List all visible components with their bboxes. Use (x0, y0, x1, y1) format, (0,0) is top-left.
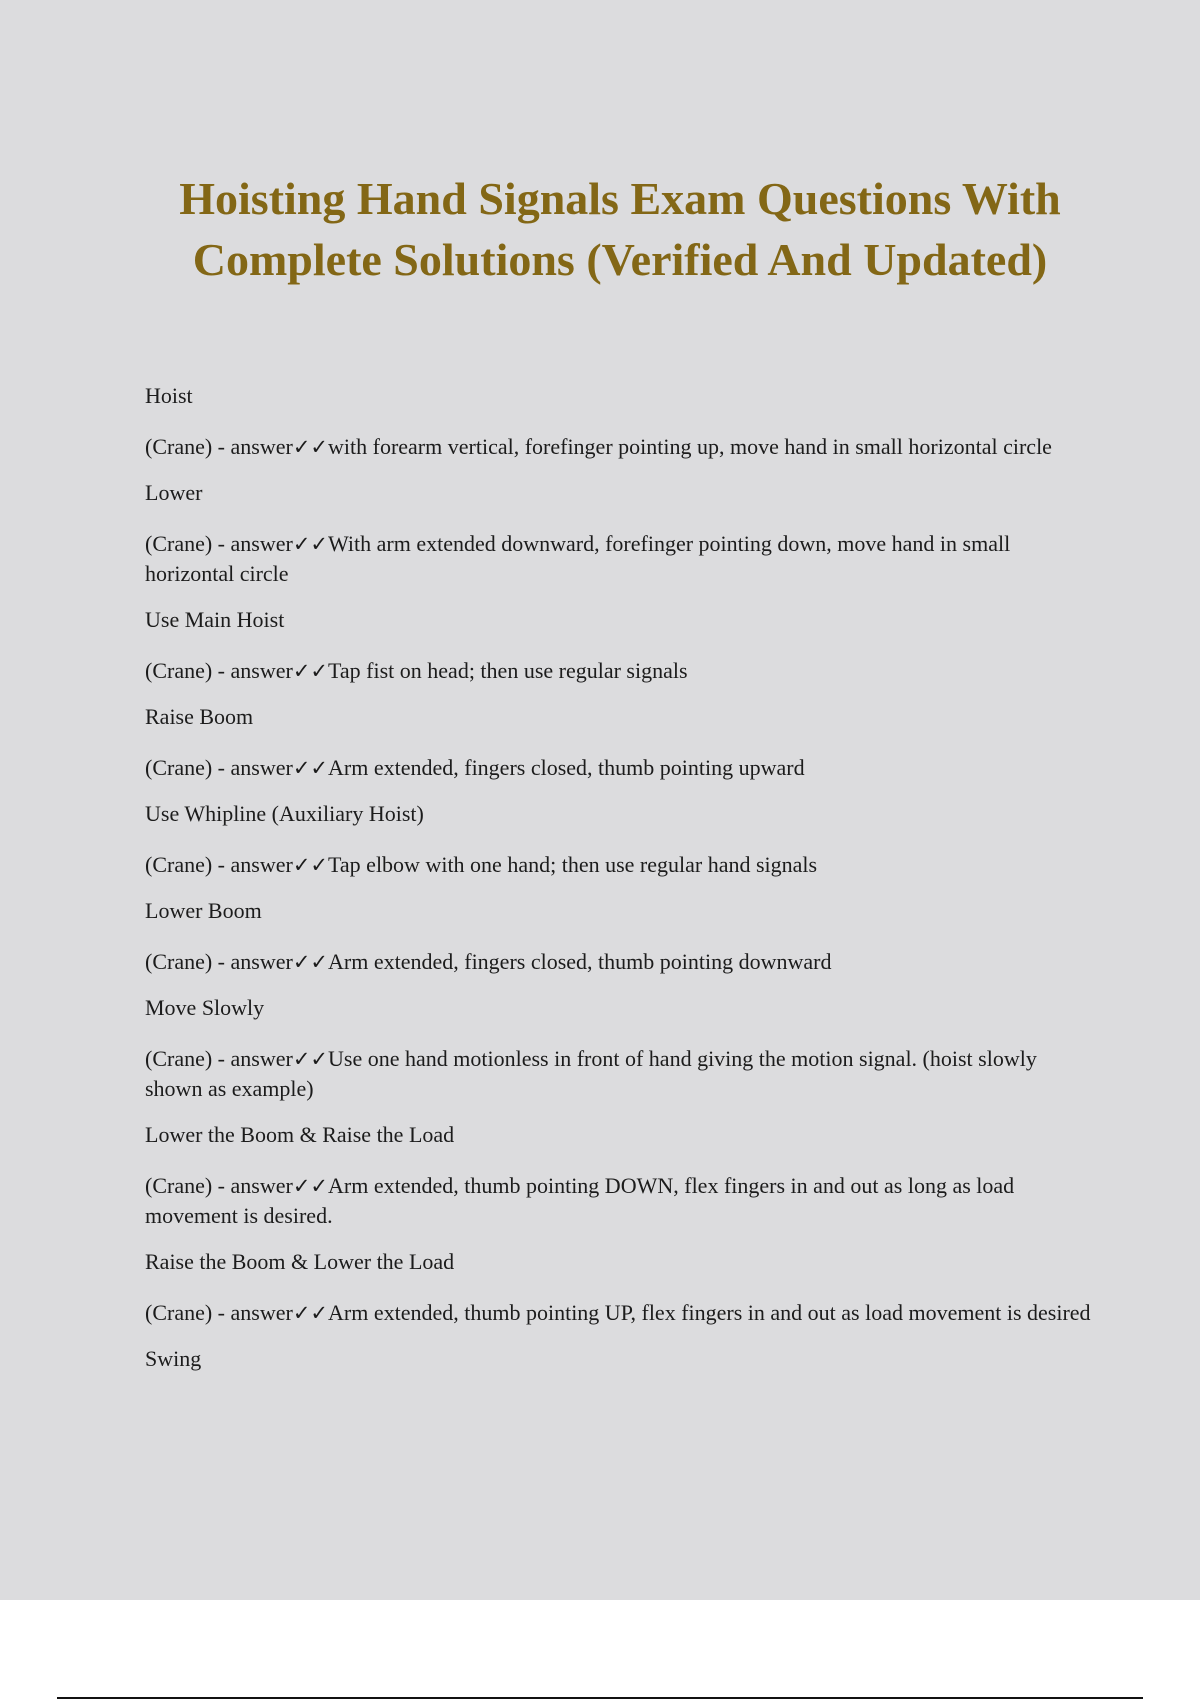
title-line-1: Hoisting Hand Signals Exam Questions With (179, 173, 1061, 224)
checkmark-icon: ✓✓ (292, 853, 329, 877)
checkmark-icon: ✓✓ (292, 435, 329, 459)
answer-prefix: (Crane) - answer (145, 531, 293, 556)
term: Swing (145, 1346, 202, 1371)
answer (145, 850, 1095, 880)
term: Lower Boom (145, 898, 262, 923)
checkmark-icon: ✓✓ (292, 1174, 329, 1198)
answer-text: Arm extended, fingers closed, thumb pointing upward (328, 755, 805, 780)
term: Use Whipline (Auxiliary Hoist) (145, 801, 424, 826)
answer (145, 1171, 1095, 1231)
answer-prefix: (Crane) - answer (145, 1046, 293, 1071)
answer-text: Tap fist on head; then use regular signals (328, 658, 688, 683)
answer (145, 753, 1095, 783)
answer-text: Arm extended, thumb pointing DOWN, flex fingers in and out as long as load movement is desired. (145, 1173, 1015, 1228)
term: Move Slowly (145, 995, 265, 1020)
answer-text: with forearm vertical, forefinger pointing up, move hand in small horizontal circle (328, 434, 1052, 459)
qa-list (145, 381, 1095, 1395)
answer-prefix: (Crane) - answer (145, 1300, 293, 1325)
document-title (0, 168, 1200, 290)
term: Lower the Boom & Raise the Load (145, 1122, 455, 1147)
answer (145, 656, 1095, 686)
term: Lower (145, 480, 203, 505)
answer (145, 432, 1095, 462)
term: Use Main Hoist (145, 607, 285, 632)
answer-prefix: (Crane) - answer (145, 755, 293, 780)
answer (145, 1298, 1095, 1328)
page-bottom-margin (0, 1600, 1200, 1700)
answer-text: Tap elbow with one hand; then use regular hand signals (328, 852, 818, 877)
term: Raise Boom (145, 704, 254, 729)
checkmark-icon: ✓✓ (292, 950, 329, 974)
checkmark-icon: ✓✓ (292, 756, 329, 780)
answer-text: Arm extended, thumb pointing UP, flex fingers in and out as load movement is desired (328, 1300, 1091, 1325)
term: Hoist (145, 383, 193, 408)
answer (145, 1044, 1095, 1104)
footer-divider (57, 1697, 1143, 1699)
checkmark-icon: ✓✓ (292, 659, 329, 683)
answer-prefix: (Crane) - answer (145, 1173, 293, 1198)
answer-text: With arm extended downward, forefinger pointing down, move hand in small horizontal circle (145, 531, 1011, 586)
answer-prefix: (Crane) - answer (145, 658, 293, 683)
answer-prefix: (Crane) - answer (145, 949, 293, 974)
answer-text: Arm extended, fingers closed, thumb pointing downward (328, 949, 832, 974)
answer (145, 529, 1095, 589)
term: Raise the Boom & Lower the Load (145, 1249, 455, 1274)
answer-prefix: (Crane) - answer (145, 852, 293, 877)
title-line-2: Complete Solutions (Verified And Updated) (192, 234, 1048, 285)
checkmark-icon: ✓✓ (292, 1301, 329, 1325)
checkmark-icon: ✓✓ (292, 1047, 329, 1071)
checkmark-icon: ✓✓ (292, 532, 329, 556)
answer (145, 947, 1095, 977)
answer-prefix: (Crane) - answer (145, 434, 293, 459)
answer-text: Use one hand motionless in front of hand giving the motion signal. (hoist slowly shown as example) (145, 1046, 1037, 1101)
